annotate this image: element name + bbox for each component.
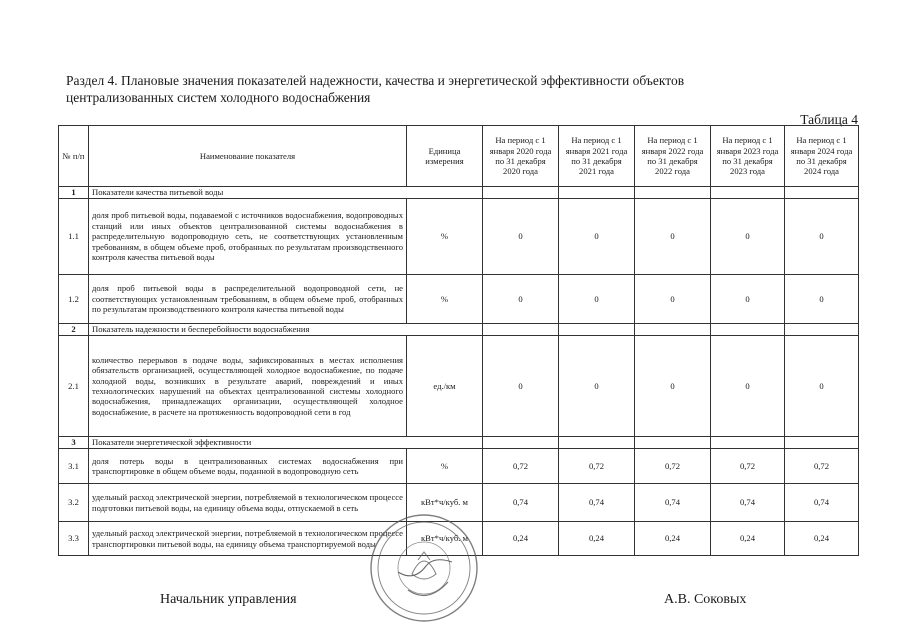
section-title: Показатель надежности и бесперебойности водоснабжения [89, 324, 483, 336]
section-row-2 [59, 324, 859, 336]
header-period-2022: На период с 1 января 2022 года по 31 декабря 2022 года [635, 126, 711, 187]
row-value: 0,72 [711, 449, 785, 484]
row-unit: ед./км [407, 336, 483, 437]
section-num: 3 [59, 437, 89, 449]
row-name: удельный расход электрической энергии, потребляемой в технологическом процессе подготовки питьевой воды, на единицу объема воды, отпускаемой в сеть [89, 484, 407, 522]
row-value: 0,24 [559, 522, 635, 556]
header-unit: Единица измерения [407, 126, 483, 187]
header-period-2020: На период с 1 января 2020 года по 31 декабря 2020 года [483, 126, 559, 187]
row-num: 3.3 [59, 522, 89, 556]
row-value: 0 [711, 199, 785, 275]
row-name: доля проб питьевой воды в распределительной водопроводной сети, не соответствующих установленным требованиям, в общем объеме проб, отобранных по результатам производственного контроля качества питьевой воды [89, 275, 407, 324]
row-value: 0 [559, 336, 635, 437]
row-num: 1.1 [59, 199, 89, 275]
row-value: 0,72 [483, 449, 559, 484]
row-value: 0 [711, 275, 785, 324]
row-unit: % [407, 275, 483, 324]
table-row [59, 336, 859, 437]
row-name: доля потерь воды в централизованных системах водоснабжения при транспортировке в общем объеме воды, поданной в водопроводную сеть [89, 449, 407, 484]
row-unit: % [407, 449, 483, 484]
section-row-1 [59, 187, 859, 199]
row-value: 0 [559, 275, 635, 324]
table-row [59, 275, 859, 324]
row-value: 0 [711, 336, 785, 437]
row-value: 0 [483, 275, 559, 324]
table-header-row [59, 126, 859, 187]
row-value: 0,24 [711, 522, 785, 556]
row-value: 0,72 [635, 449, 711, 484]
section-row-3 [59, 437, 859, 449]
row-value: 0 [785, 336, 859, 437]
row-value: 0 [785, 199, 859, 275]
row-value: 0,74 [711, 484, 785, 522]
row-value: 0,72 [785, 449, 859, 484]
section-title: Показатели энергетической эффективности [89, 437, 483, 449]
row-name: удельный расход электрической энергии, потребляемой в технологическом процессе транспортировки питьевой воды, на единицу объема транспортируемой воды [89, 522, 407, 556]
row-value: 0,24 [785, 522, 859, 556]
row-value: 0,74 [635, 484, 711, 522]
header-period-2023: На период с 1 января 2023 года по 31 декабря 2023 года [711, 126, 785, 187]
section-num: 2 [59, 324, 89, 336]
row-unit: кВт*ч/куб. м [407, 484, 483, 522]
official-seal-stamp [368, 512, 480, 624]
row-num: 2.1 [59, 336, 89, 437]
signature-name: А.В. Соковых [664, 592, 747, 607]
row-value: 0 [785, 275, 859, 324]
section-num: 1 [59, 187, 89, 199]
indicators-table [58, 125, 859, 556]
table-row [59, 199, 859, 275]
table-row [59, 449, 859, 484]
row-value: 0 [635, 199, 711, 275]
row-value: 0,74 [483, 484, 559, 522]
row-value: 0 [483, 336, 559, 437]
header-name: Наименование показателя [89, 126, 407, 187]
row-unit: кВт*ч/куб. м [407, 522, 483, 556]
row-name: доля проб питьевой воды, подаваемой с источников водоснабжения, водопроводных станций или иных объектов централизованной системы водоснабжения в распределительную водопроводную сеть, не соответствующих установленным требованиям, в общем объеме проб, отобранных по результатам производственного контроля качества питьевой воды [89, 199, 407, 275]
header-period-2021: На период с 1 января 2021 года по 31 декабря 2021 года [559, 126, 635, 187]
row-num: 3.2 [59, 484, 89, 522]
row-value: 0,24 [635, 522, 711, 556]
row-value: 0,72 [559, 449, 635, 484]
row-value: 0 [559, 199, 635, 275]
row-unit: % [407, 199, 483, 275]
section-title: Показатели качества питьевой воды [89, 187, 483, 199]
signature-position: Начальник управления [160, 592, 297, 607]
table-label: Таблица 4 [800, 112, 858, 127]
row-value: 0 [635, 336, 711, 437]
row-value: 0,74 [785, 484, 859, 522]
row-name: количество перерывов в подаче воды, зафиксированных в местах исполнения обязательств организацией, осуществляющей холодное водоснабжение, по подаче холодной воды, возникших в результате аварий, повреждений и иных технологических нарушений на объектах централизованной системы холодного водоснабжения, принадлежащих организации, осуществляющей холодное водоснабжение, в расчете на протяженность водопроводной сети в год [89, 336, 407, 437]
header-period-2024: На период с 1 января 2024 года по 31 декабря 2024 года [785, 126, 859, 187]
row-value: 0 [483, 199, 559, 275]
row-num: 3.1 [59, 449, 89, 484]
row-value: 0,74 [559, 484, 635, 522]
row-value: 0 [635, 275, 711, 324]
row-num: 1.2 [59, 275, 89, 324]
header-num: № п/п [59, 126, 89, 187]
row-value: 0,24 [483, 522, 559, 556]
section-heading: Раздел 4. Плановые значения показателей надежности, качества и энергетической эффективности объектов централизованных систем холодного водоснабжения [66, 73, 685, 105]
